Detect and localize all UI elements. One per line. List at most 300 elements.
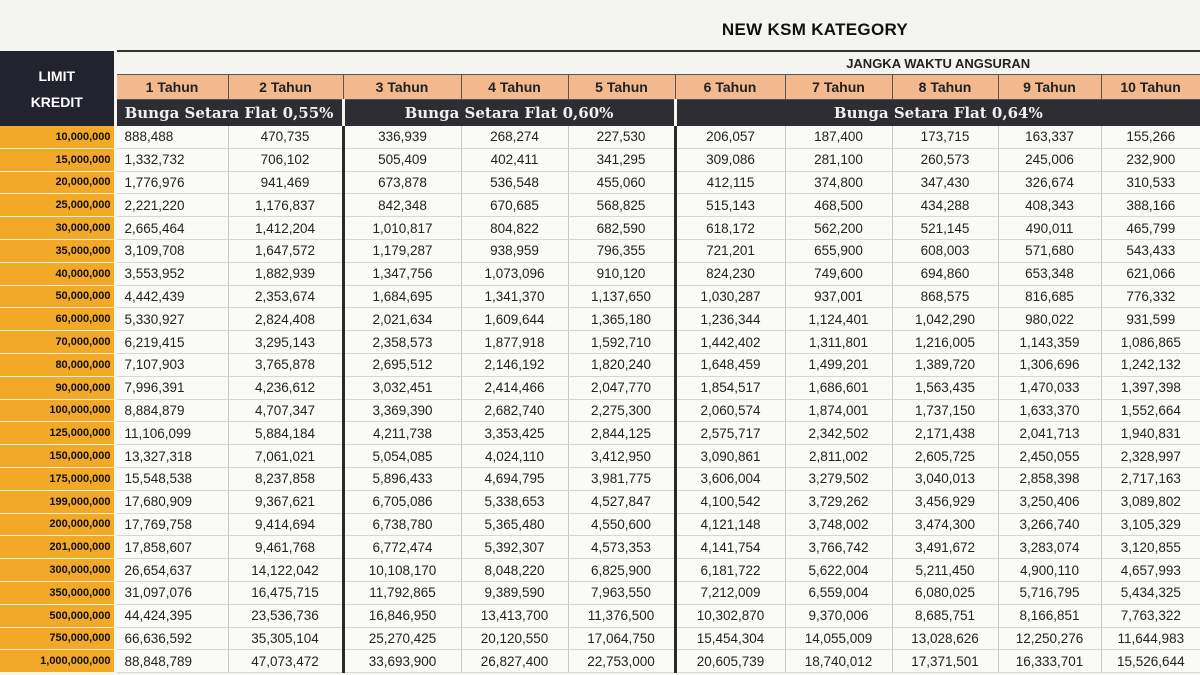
table-row	[0, 650, 1200, 673]
table-row	[0, 490, 1200, 513]
installment-cell: 1,347,756	[343, 262, 461, 285]
installment-cell: 35,305,104	[228, 627, 343, 650]
limit-kredit-cell: 175,000,000	[0, 467, 115, 490]
installment-cell: 5,434,325	[1101, 581, 1200, 604]
installment-cell: 4,573,353	[568, 536, 675, 559]
installment-cell: 7,212,009	[675, 581, 785, 604]
installment-cell: 1,686,601	[785, 376, 892, 399]
installment-cell: 3,412,950	[568, 445, 675, 468]
installment-cell: 931,599	[1101, 308, 1200, 331]
installment-cell: 673,878	[343, 171, 461, 194]
installment-cell: 2,450,055	[998, 445, 1101, 468]
installment-cell: 9,370,006	[785, 604, 892, 627]
installment-cell: 5,622,004	[785, 559, 892, 582]
installment-cell: 1,365,180	[568, 308, 675, 331]
table-row	[0, 126, 1200, 148]
installment-cell: 3,089,802	[1101, 490, 1200, 513]
installment-cell: 980,022	[998, 308, 1101, 331]
installment-cell: 25,270,425	[343, 627, 461, 650]
installment-cell: 9,389,590	[461, 581, 568, 604]
installment-cell: 33,693,900	[343, 650, 461, 673]
installment-cell: 3,369,390	[343, 399, 461, 422]
installment-cell: 1,877,918	[461, 331, 568, 354]
installment-cell: 4,236,612	[228, 376, 343, 399]
installment-cell: 1,124,401	[785, 308, 892, 331]
installment-cell: 26,827,400	[461, 650, 568, 673]
limit-kredit-cell: 10,000,000	[0, 126, 115, 148]
installment-cell: 3,606,004	[675, 467, 785, 490]
installment-cell: 1,042,290	[892, 308, 998, 331]
installment-cell: 1,647,572	[228, 239, 343, 262]
installment-cell: 562,200	[785, 217, 892, 240]
installment-cell: 187,400	[785, 126, 892, 148]
rate-table	[0, 50, 1200, 673]
installment-cell: 1,389,720	[892, 353, 998, 376]
installment-cell: 13,327,318	[115, 445, 228, 468]
table-row	[0, 604, 1200, 627]
limit-kredit-cell: 70,000,000	[0, 331, 115, 354]
table-row	[0, 239, 1200, 262]
installment-cell: 536,548	[461, 171, 568, 194]
installment-cell: 682,590	[568, 217, 675, 240]
table-row	[0, 285, 1200, 308]
year-header-6: 6 Tahun	[675, 75, 785, 99]
installment-cell: 5,884,184	[228, 422, 343, 445]
installment-cell: 434,288	[892, 194, 998, 217]
installment-cell: 3,105,329	[1101, 513, 1200, 536]
installment-cell: 8,237,858	[228, 467, 343, 490]
installment-cell: 1,684,695	[343, 285, 461, 308]
installment-cell: 2,021,634	[343, 308, 461, 331]
installment-cell: 5,330,927	[115, 308, 228, 331]
installment-cell: 2,844,125	[568, 422, 675, 445]
installment-cell: 3,729,262	[785, 490, 892, 513]
installment-cell: 374,800	[785, 171, 892, 194]
installment-cell: 6,705,086	[343, 490, 461, 513]
kredit-label: KREDIT	[30, 93, 83, 110]
installment-cell: 16,846,950	[343, 604, 461, 627]
installment-cell: 163,337	[998, 126, 1101, 148]
installment-cell: 412,115	[675, 171, 785, 194]
limit-kredit-cell: 1,000,000,000	[0, 650, 115, 673]
installment-cell: 23,536,736	[228, 604, 343, 627]
installment-cell: 1,442,402	[675, 331, 785, 354]
installment-cell: 232,900	[1101, 148, 1200, 171]
installment-cell: 7,996,391	[115, 376, 228, 399]
installment-cell: 3,474,300	[892, 513, 998, 536]
installment-cell: 408,343	[998, 194, 1101, 217]
table-row	[0, 308, 1200, 331]
installment-cell: 470,735	[228, 126, 343, 148]
installment-cell: 31,097,076	[115, 581, 228, 604]
installment-cell: 1,633,370	[998, 399, 1101, 422]
installment-cell: 5,716,795	[998, 581, 1101, 604]
installment-cell: 1,854,517	[675, 376, 785, 399]
installment-cell: 281,100	[785, 148, 892, 171]
installment-cell: 14,055,009	[785, 627, 892, 650]
table-row	[0, 627, 1200, 650]
installment-cell: 13,028,626	[892, 627, 998, 650]
year-header-4: 4 Tahun	[461, 75, 568, 99]
installment-cell: 6,738,780	[343, 513, 461, 536]
installment-cell: 842,348	[343, 194, 461, 217]
installment-cell: 1,563,435	[892, 376, 998, 399]
installment-cell: 2,353,674	[228, 285, 343, 308]
installment-cell: 16,475,715	[228, 581, 343, 604]
installment-cell: 2,275,300	[568, 399, 675, 422]
table-row	[0, 376, 1200, 399]
installment-cell: 455,060	[568, 171, 675, 194]
installment-cell: 465,799	[1101, 217, 1200, 240]
installment-cell: 6,181,722	[675, 559, 785, 582]
installment-cell: 1,648,459	[675, 353, 785, 376]
installment-cell: 326,674	[998, 171, 1101, 194]
installment-cell: 8,166,851	[998, 604, 1101, 627]
installment-cell: 11,376,500	[568, 604, 675, 627]
rate-band-064: Bunga Setara Flat 0,64%	[675, 99, 1200, 126]
installment-cell: 11,644,983	[1101, 627, 1200, 650]
installment-cell: 1,397,398	[1101, 376, 1200, 399]
installment-cell: 721,201	[675, 239, 785, 262]
limit-label: LIMIT	[38, 67, 76, 84]
table-row	[0, 467, 1200, 490]
installment-cell: 402,411	[461, 148, 568, 171]
installment-cell: 2,682,740	[461, 399, 568, 422]
year-header-7: 7 Tahun	[785, 75, 892, 99]
installment-cell: 310,533	[1101, 171, 1200, 194]
installment-cell: 1,179,287	[343, 239, 461, 262]
installment-cell: 1,306,696	[998, 353, 1101, 376]
installment-cell: 20,120,550	[461, 627, 568, 650]
installment-cell: 1,143,359	[998, 331, 1101, 354]
installment-cell: 227,530	[568, 126, 675, 148]
installment-cell: 3,090,861	[675, 445, 785, 468]
limit-kredit-cell: 50,000,000	[0, 285, 115, 308]
installment-cell: 12,250,276	[998, 627, 1101, 650]
installment-cell: 1,176,837	[228, 194, 343, 217]
installment-cell: 1,332,732	[115, 148, 228, 171]
table-row	[0, 513, 1200, 536]
installment-cell: 5,338,653	[461, 490, 568, 513]
installment-cell: 336,939	[343, 126, 461, 148]
installment-cell: 6,772,474	[343, 536, 461, 559]
limit-kredit-cell: 500,000,000	[0, 604, 115, 627]
installment-cell: 2,171,438	[892, 422, 998, 445]
installment-cell: 2,811,002	[785, 445, 892, 468]
installment-cell: 10,302,870	[675, 604, 785, 627]
installment-cell: 1,820,240	[568, 353, 675, 376]
installment-cell: 5,054,085	[343, 445, 461, 468]
year-header-1: 1 Tahun	[115, 75, 228, 99]
installment-cell: 26,654,637	[115, 559, 228, 582]
installment-cell: 4,141,754	[675, 536, 785, 559]
installment-cell: 7,107,903	[115, 353, 228, 376]
rate-band-060: Bunga Setara Flat 0,60%	[343, 99, 675, 126]
installment-cell: 1,609,644	[461, 308, 568, 331]
installment-cell: 155,266	[1101, 126, 1200, 148]
installment-cell: 4,442,439	[115, 285, 228, 308]
installment-cell: 3,553,952	[115, 262, 228, 285]
installment-cell: 2,717,163	[1101, 467, 1200, 490]
table-row	[0, 536, 1200, 559]
installment-cell: 11,106,099	[115, 422, 228, 445]
installment-cell: 206,057	[675, 126, 785, 148]
installment-cell: 3,120,855	[1101, 536, 1200, 559]
installment-cell: 1,311,801	[785, 331, 892, 354]
installment-cell: 8,884,879	[115, 399, 228, 422]
installment-cell: 468,500	[785, 194, 892, 217]
limit-kredit-cell: 750,000,000	[0, 627, 115, 650]
installment-cell: 5,365,480	[461, 513, 568, 536]
installment-cell: 1,073,096	[461, 262, 568, 285]
table-row	[0, 399, 1200, 422]
installment-cell: 2,146,192	[461, 353, 568, 376]
limit-kredit-cell: 30,000,000	[0, 217, 115, 240]
installment-cell: 2,060,574	[675, 399, 785, 422]
installment-cell: 888,488	[115, 126, 228, 148]
limit-kredit-cell: 35,000,000	[0, 239, 115, 262]
installment-cell: 490,011	[998, 217, 1101, 240]
limit-kredit-cell: 25,000,000	[0, 194, 115, 217]
installment-cell: 2,041,713	[998, 422, 1101, 445]
limit-kredit-header	[0, 51, 115, 126]
year-header-3: 3 Tahun	[343, 75, 461, 99]
installment-cell: 6,825,900	[568, 559, 675, 582]
year-header-8: 8 Tahun	[892, 75, 998, 99]
installment-cell: 2,858,398	[998, 467, 1101, 490]
installment-cell: 1,086,865	[1101, 331, 1200, 354]
installment-cell: 618,172	[675, 217, 785, 240]
installment-cell: 2,414,466	[461, 376, 568, 399]
limit-kredit-cell: 80,000,000	[0, 353, 115, 376]
installment-cell: 1,010,817	[343, 217, 461, 240]
installment-cell: 14,122,042	[228, 559, 343, 582]
installment-cell: 4,550,600	[568, 513, 675, 536]
installment-cell: 505,409	[343, 148, 461, 171]
installment-cell: 4,707,347	[228, 399, 343, 422]
installment-cell: 9,367,621	[228, 490, 343, 513]
installment-cell: 824,230	[675, 262, 785, 285]
installment-cell: 6,219,415	[115, 331, 228, 354]
installment-cell: 17,064,750	[568, 627, 675, 650]
installment-cell: 17,769,758	[115, 513, 228, 536]
installment-cell: 938,959	[461, 239, 568, 262]
installment-cell: 6,559,004	[785, 581, 892, 604]
table-row	[0, 262, 1200, 285]
year-header-5: 5 Tahun	[568, 75, 675, 99]
installment-cell: 3,766,742	[785, 536, 892, 559]
installment-cell: 1,341,370	[461, 285, 568, 308]
year-header-9: 9 Tahun	[998, 75, 1101, 99]
installment-cell: 3,109,708	[115, 239, 228, 262]
installment-cell: 816,685	[998, 285, 1101, 308]
installment-cell: 1,940,831	[1101, 422, 1200, 445]
installment-cell: 5,896,433	[343, 467, 461, 490]
installment-cell: 8,048,220	[461, 559, 568, 582]
installment-cell: 17,371,501	[892, 650, 998, 673]
installment-cell: 13,413,700	[461, 604, 568, 627]
installment-cell: 22,753,000	[568, 650, 675, 673]
installment-cell: 1,882,939	[228, 262, 343, 285]
installment-cell: 6,080,025	[892, 581, 998, 604]
limit-kredit-cell: 40,000,000	[0, 262, 115, 285]
installment-cell: 17,680,909	[115, 490, 228, 513]
table-row	[0, 445, 1200, 468]
installment-cell: 1,236,344	[675, 308, 785, 331]
installment-cell: 44,424,395	[115, 604, 228, 627]
installment-cell: 910,120	[568, 262, 675, 285]
installment-cell: 4,694,795	[461, 467, 568, 490]
table-row	[0, 148, 1200, 171]
table-row	[0, 194, 1200, 217]
installment-cell: 3,295,143	[228, 331, 343, 354]
installment-cell: 7,061,021	[228, 445, 343, 468]
installment-cell: 15,548,538	[115, 467, 228, 490]
limit-kredit-cell: 350,000,000	[0, 581, 115, 604]
installment-cell: 3,456,929	[892, 490, 998, 513]
installment-cell: 66,636,592	[115, 627, 228, 650]
installment-cell: 670,685	[461, 194, 568, 217]
installment-cell: 260,573	[892, 148, 998, 171]
installment-cell: 11,792,865	[343, 581, 461, 604]
installment-cell: 2,358,573	[343, 331, 461, 354]
installment-cell: 3,353,425	[461, 422, 568, 445]
installment-cell: 17,858,607	[115, 536, 228, 559]
table-row	[0, 171, 1200, 194]
installment-cell: 341,295	[568, 148, 675, 171]
installment-cell: 88,848,789	[115, 650, 228, 673]
page-title: NEW KSM KATEGORY	[721, 20, 909, 39]
table-row	[0, 559, 1200, 582]
installment-cell: 804,822	[461, 217, 568, 240]
installment-cell: 3,266,740	[998, 513, 1101, 536]
installment-cell: 1,242,132	[1101, 353, 1200, 376]
year-header-2: 2 Tahun	[228, 75, 343, 99]
installment-cell: 3,040,013	[892, 467, 998, 490]
installment-cell: 20,605,739	[675, 650, 785, 673]
installment-cell: 4,121,148	[675, 513, 785, 536]
installment-cell: 568,825	[568, 194, 675, 217]
installment-cell: 1,137,650	[568, 285, 675, 308]
installment-cell: 2,047,770	[568, 376, 675, 399]
installment-cell: 9,414,694	[228, 513, 343, 536]
limit-kredit-cell: 100,000,000	[0, 399, 115, 422]
year-header-row	[0, 75, 1200, 99]
rate-band-row	[0, 99, 1200, 126]
installment-cell: 1,776,976	[115, 171, 228, 194]
installment-cell: 16,333,701	[998, 650, 1101, 673]
installment-cell: 749,600	[785, 262, 892, 285]
installment-cell: 3,491,672	[892, 536, 998, 559]
installment-cell: 2,328,997	[1101, 445, 1200, 468]
installment-cell: 655,900	[785, 239, 892, 262]
installment-cell: 868,575	[892, 285, 998, 308]
installment-cell: 15,526,644	[1101, 650, 1200, 673]
installment-cell: 2,824,408	[228, 308, 343, 331]
jangka-waktu-header: JANGKA WAKTU ANGSURAN	[115, 51, 1200, 75]
installment-cell: 7,763,322	[1101, 604, 1200, 627]
installment-cell: 694,860	[892, 262, 998, 285]
installment-cell: 4,100,542	[675, 490, 785, 513]
installment-cell: 3,981,775	[568, 467, 675, 490]
installment-cell: 3,032,451	[343, 376, 461, 399]
installment-cell: 1,499,201	[785, 353, 892, 376]
installment-cell: 1,874,001	[785, 399, 892, 422]
limit-kredit-cell: 15,000,000	[0, 148, 115, 171]
installment-cell: 608,003	[892, 239, 998, 262]
installment-cell: 173,715	[892, 126, 998, 148]
installment-cell: 2,221,220	[115, 194, 228, 217]
installment-cell: 2,575,717	[675, 422, 785, 445]
table-row	[0, 422, 1200, 445]
table-row	[0, 353, 1200, 376]
installment-cell: 3,283,074	[998, 536, 1101, 559]
rate-band-055: Bunga Setara Flat 0,55%	[115, 99, 343, 126]
installment-cell: 521,145	[892, 217, 998, 240]
installment-cell: 9,461,768	[228, 536, 343, 559]
installment-cell: 2,695,512	[343, 353, 461, 376]
installment-cell: 245,006	[998, 148, 1101, 171]
table-row	[0, 581, 1200, 604]
installment-cell: 10,108,170	[343, 559, 461, 582]
installment-cell: 4,900,110	[998, 559, 1101, 582]
installment-cell: 3,765,878	[228, 353, 343, 376]
installment-cell: 1,737,150	[892, 399, 998, 422]
installment-cell: 1,470,033	[998, 376, 1101, 399]
installment-cell: 3,748,002	[785, 513, 892, 536]
year-header-10: 10 Tahun	[1101, 75, 1200, 99]
installment-cell: 15,454,304	[675, 627, 785, 650]
installment-cell: 3,279,502	[785, 467, 892, 490]
installment-cell: 1,030,287	[675, 285, 785, 308]
limit-kredit-cell: 199,000,000	[0, 490, 115, 513]
installment-cell: 571,680	[998, 239, 1101, 262]
installment-cell: 2,605,725	[892, 445, 998, 468]
rate-table-body	[0, 126, 1200, 673]
installment-cell: 2,342,502	[785, 422, 892, 445]
installment-cell: 7,963,550	[568, 581, 675, 604]
installment-cell: 268,274	[461, 126, 568, 148]
installment-cell: 706,102	[228, 148, 343, 171]
installment-cell: 1,216,005	[892, 331, 998, 354]
limit-kredit-cell: 125,000,000	[0, 422, 115, 445]
installment-cell: 309,086	[675, 148, 785, 171]
installment-cell: 653,348	[998, 262, 1101, 285]
installment-cell: 621,066	[1101, 262, 1200, 285]
installment-cell: 941,469	[228, 171, 343, 194]
installment-cell: 4,024,110	[461, 445, 568, 468]
table-row	[0, 217, 1200, 240]
installment-cell: 937,001	[785, 285, 892, 308]
limit-kredit-cell: 300,000,000	[0, 559, 115, 582]
installment-cell: 796,355	[568, 239, 675, 262]
installment-cell: 388,166	[1101, 194, 1200, 217]
limit-kredit-cell: 200,000,000	[0, 513, 115, 536]
table-row	[0, 331, 1200, 354]
limit-kredit-cell: 150,000,000	[0, 445, 115, 468]
installment-cell: 18,740,012	[785, 650, 892, 673]
installment-cell: 47,073,472	[228, 650, 343, 673]
limit-kredit-cell: 20,000,000	[0, 171, 115, 194]
installment-cell: 2,665,464	[115, 217, 228, 240]
installment-cell: 515,143	[675, 194, 785, 217]
limit-kredit-cell: 90,000,000	[0, 376, 115, 399]
installment-cell: 347,430	[892, 171, 998, 194]
installment-cell: 776,332	[1101, 285, 1200, 308]
installment-cell: 5,392,307	[461, 536, 568, 559]
installment-cell: 4,211,738	[343, 422, 461, 445]
installment-cell: 4,527,847	[568, 490, 675, 513]
